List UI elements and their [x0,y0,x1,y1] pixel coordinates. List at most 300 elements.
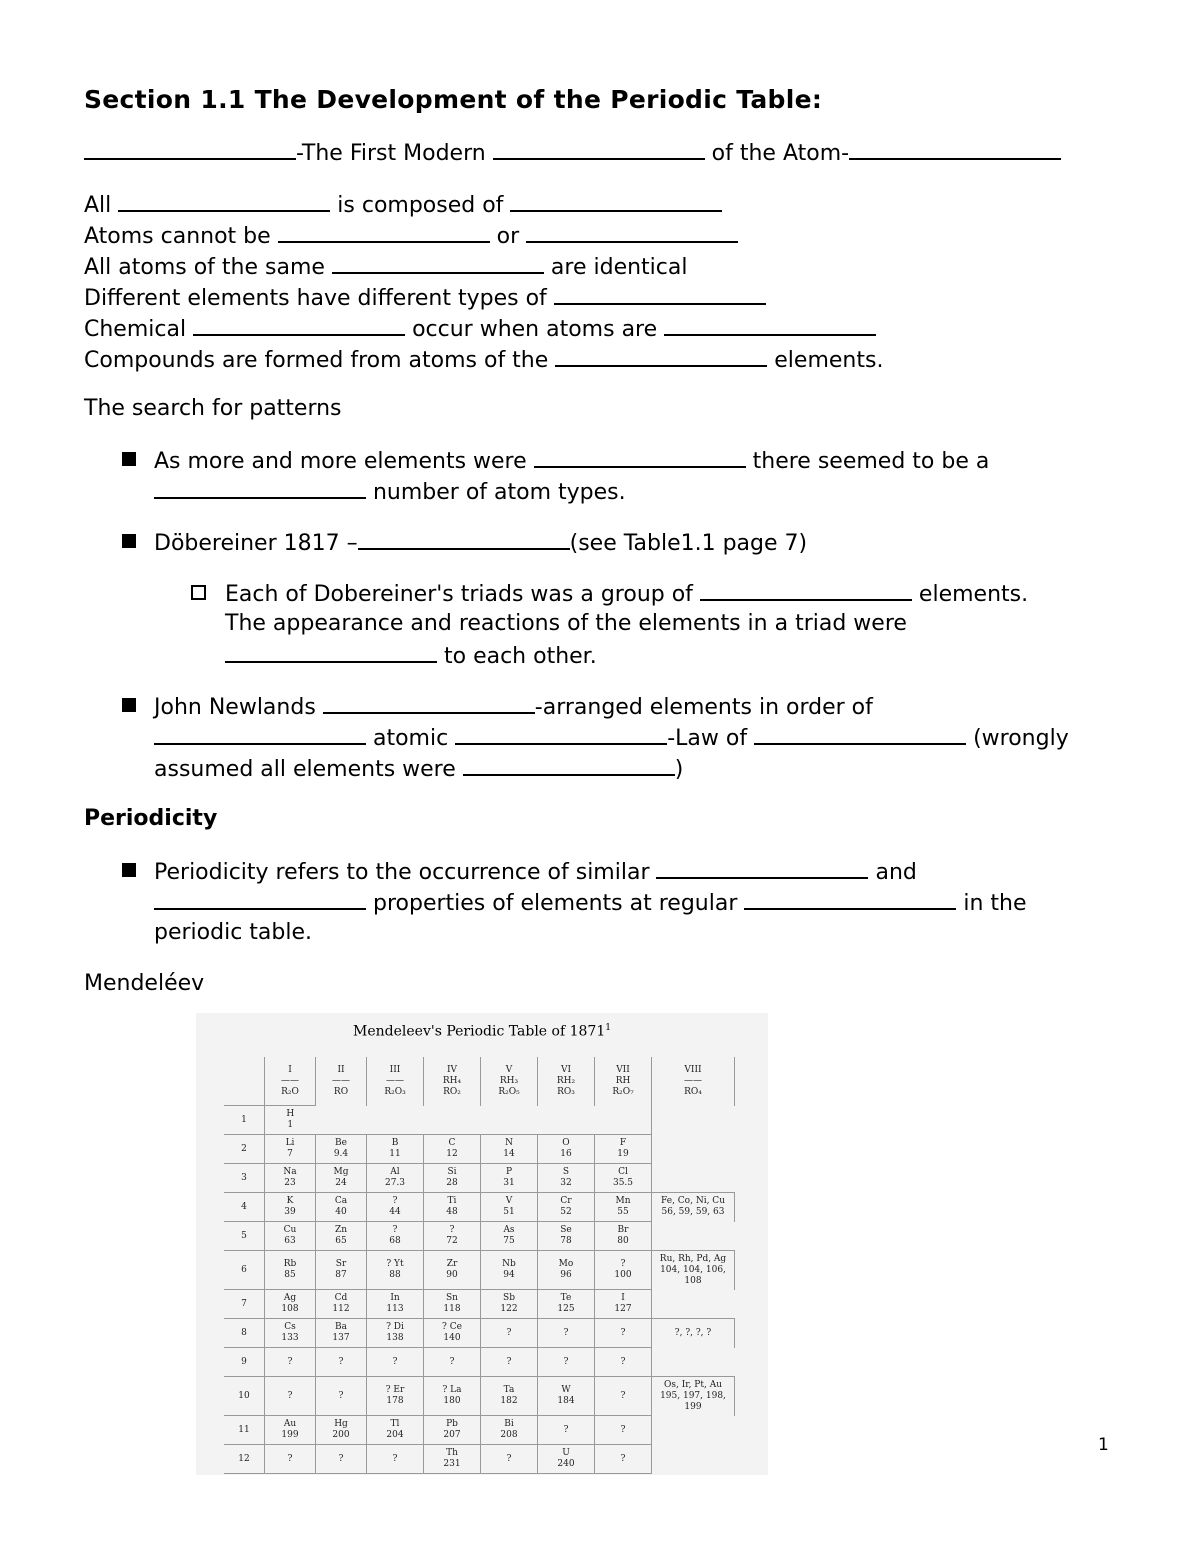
element-cell [316,1222,367,1251]
header-corner [224,1057,265,1106]
element-text: Be [335,1138,347,1148]
element-text: 231 [443,1459,461,1469]
period-number: 5 [224,1222,265,1251]
group-header-line: RO₄ [684,1086,702,1097]
text: assumed all elements were [154,757,463,782]
element-text: 40 [335,1207,347,1217]
element-text: 118 [443,1304,461,1314]
blank[interactable] [154,721,366,745]
element-text: 112 [332,1304,350,1314]
blank-2[interactable] [493,136,705,160]
text: occur when atoms are [405,317,665,342]
element-text: 27.3 [384,1178,406,1188]
mendeleev-heading: Mendeléev [84,971,205,996]
group-header-line: RO₃ [557,1086,575,1097]
element-text: 63 [284,1236,296,1246]
text: properties of elements at regular [366,891,745,916]
period-number: 9 [224,1348,265,1377]
element-text: N [505,1138,513,1148]
group-viii-cell [652,1164,735,1193]
element-cell [316,1251,367,1290]
element-text: 100 [614,1270,632,1280]
modern-theory-line [84,136,1104,167]
text: Compounds are formed from atoms of the [84,348,556,373]
text: The appearance and reactions of the elements in a triad were [225,611,907,636]
group-viii-cell [652,1445,735,1474]
element-cell [424,1222,481,1251]
table-row [224,1222,735,1251]
element-text: 19 [617,1149,629,1159]
blank[interactable] [555,343,767,367]
element-text: 39 [284,1207,296,1217]
element-cell [265,1319,316,1348]
element-text: 55 [617,1207,629,1217]
element-text: Au [283,1419,297,1429]
element-text: C [448,1138,456,1148]
element-cell [367,1135,424,1164]
element-cell [367,1193,424,1222]
period-number: 11 [224,1416,265,1445]
theory-line-1 [84,188,1104,219]
element-text: 204 [386,1430,404,1440]
element-cell [316,1416,367,1445]
blank[interactable] [656,855,868,879]
period-number: 4 [224,1193,265,1222]
blank[interactable] [154,886,366,910]
blank[interactable] [526,219,738,243]
element-text: O [562,1138,570,1148]
element-text: 23 [284,1178,296,1188]
table-row [224,1106,735,1135]
group-header [367,1057,424,1106]
text: Different elements have different types of [84,286,554,311]
element-cell [367,1164,424,1193]
blank-3[interactable] [849,136,1061,160]
group-header-line: IV [446,1064,458,1075]
group-viii-cell [652,1251,735,1290]
element-cell [265,1348,316,1377]
bullet-square-icon [122,698,136,712]
element-text: 180 [443,1396,461,1406]
element-text: Ca [334,1196,348,1206]
element-text: Rb [283,1259,297,1269]
blank[interactable] [700,577,912,601]
element-text: ? [506,1327,512,1338]
element-cell [424,1290,481,1319]
element-cell [481,1445,538,1474]
text: Periodicity refers to the occurrence of similar [154,860,657,885]
group-header-line: V [505,1064,513,1075]
element-text: Ag [283,1293,297,1303]
element-cell [265,1193,316,1222]
group-header-line: II [337,1064,345,1075]
group-header [481,1057,538,1106]
group-header-line: VIII [684,1064,702,1075]
element-text: U [562,1448,570,1458]
text: of the Atom- [704,141,850,166]
element-text: H [286,1109,295,1119]
element-cell [265,1377,316,1416]
element-text: 78 [560,1236,572,1246]
element-text: Zn [334,1225,348,1235]
element-text: 125 [557,1304,575,1314]
group-header-line: R₂O₃ [384,1086,406,1097]
group-header-line: RH₂ [556,1075,576,1086]
element-cell [538,1416,595,1445]
group-header-line: RO [333,1086,349,1097]
element-text: Na [283,1167,297,1177]
period-number: 3 [224,1164,265,1193]
element-text: 11 [389,1149,401,1159]
blank[interactable] [510,188,722,212]
element-cell [481,1377,538,1416]
element-text: ? [287,1390,293,1401]
group-header-line: —— [332,1075,350,1086]
element-text: Ta [503,1385,515,1395]
blank[interactable] [193,312,405,336]
text: (see Table1.1 page 7) [569,531,808,556]
element-text: 51 [503,1207,515,1217]
element-text: 12 [446,1149,458,1159]
group-header-line: R₂O₅ [498,1086,520,1097]
group-viii-cell [652,1416,735,1445]
bullet-periodicity [84,855,1104,948]
text: All atoms of the same [84,255,332,280]
sub-bullet-triads [84,577,1104,670]
element-cell [316,1377,367,1416]
blank[interactable] [463,752,675,776]
element-cell [538,1251,595,1290]
element-cell [481,1251,538,1290]
element-text: 1 [287,1120,294,1130]
text: there seemed to be a [745,449,990,474]
blank[interactable] [754,721,966,745]
element-text: ? [620,1424,626,1435]
element-text: Cd [334,1293,348,1303]
element-cell [595,1164,652,1193]
element-text: Bi [504,1419,514,1429]
element-text: 94 [503,1270,515,1280]
group-header-line: RO₂ [443,1086,461,1097]
blank[interactable] [534,444,746,468]
element-cell [538,1222,595,1251]
element-text: Th [446,1448,458,1458]
group-viii-cell [652,1106,735,1135]
text: to each other. [437,644,597,669]
element-cell [367,1416,424,1445]
element-text: K [286,1196,294,1206]
bullet-newlands [84,690,1104,783]
element-text: Hg [334,1419,348,1429]
element-text: 240 [557,1459,575,1469]
element-text: Li [285,1138,295,1148]
text: number of atom types. [366,480,626,505]
text: and [868,860,917,885]
element-text: ? [620,1390,626,1401]
text: John Newlands [154,695,323,720]
element-text: ?, ?, ?, ? [674,1327,712,1338]
element-cell [265,1135,316,1164]
element-cell [424,1416,481,1445]
text: -Law of [667,726,755,751]
element-text: ? [620,1356,626,1367]
element-cell [595,1135,652,1164]
element-cell [538,1319,595,1348]
element-cell [316,1164,367,1193]
group-viii-cell [652,1222,735,1251]
period-number: 6 [224,1251,265,1290]
element-text: W [561,1385,571,1395]
element-text: ? [449,1225,455,1235]
text: -The First Modern [296,141,493,166]
element-text: 104, 104, 106, [660,1264,726,1275]
text: Each of Dobereiner's triads was a group of [225,582,700,607]
element-cell [367,1106,424,1135]
element-text: 108 [281,1304,299,1314]
period-number: 10 [224,1377,265,1416]
element-text: ? [287,1453,293,1464]
element-text: 52 [560,1207,572,1217]
element-cell [481,1106,538,1135]
element-cell [538,1348,595,1377]
bullet-elements-discovered [84,444,1104,506]
blank[interactable] [278,219,490,243]
element-text: Zr [446,1259,458,1269]
element-text: 195, 197, 198, [660,1390,726,1401]
element-text: ? [392,1196,398,1206]
element-cell [367,1445,424,1474]
element-cell [265,1290,316,1319]
group-viii-cell [652,1348,735,1377]
text: periodic table. [154,920,312,945]
bullet-square-icon [122,452,136,466]
blank[interactable] [358,526,570,550]
element-text: Cu [283,1225,297,1235]
group-header-line: RH [615,1075,631,1086]
element-cell [424,1445,481,1474]
element-cell [595,1319,652,1348]
group-header [652,1057,735,1106]
element-cell [316,1193,367,1222]
element-text: 200 [332,1430,350,1440]
element-text: 199 [281,1430,299,1440]
group-header [538,1057,595,1106]
element-cell [481,1222,538,1251]
period-number: 7 [224,1290,265,1319]
element-text: ? [392,1453,398,1464]
element-cell [538,1193,595,1222]
periodicity-heading: Periodicity [84,806,218,831]
theory-line-5 [84,312,1104,343]
element-text: Os, Ir, Pt, Au [664,1379,722,1390]
element-text: ? [506,1453,512,1464]
checkbox-icon [191,585,206,600]
element-text: ? [563,1327,569,1338]
element-cell [538,1106,595,1135]
element-text: 133 [281,1333,299,1343]
element-text: Ti [447,1196,457,1206]
element-cell [424,1251,481,1290]
element-text: 208 [500,1430,518,1440]
element-text: ? [563,1356,569,1367]
blank[interactable] [323,690,535,714]
theory-line-4 [84,281,1104,312]
element-text: P [505,1167,513,1177]
table-row [224,1377,735,1416]
element-text: Pb [446,1419,458,1429]
group-header-line: VII [616,1064,630,1075]
element-cell [367,1348,424,1377]
element-cell [538,1135,595,1164]
element-text: 56, 59, 59, 63 [661,1207,725,1218]
text: (wrongly [966,726,1069,751]
element-text: B [391,1138,399,1148]
group-header-line: —— [684,1075,702,1086]
element-text: Sb [503,1293,515,1303]
footnote: 1 [605,1023,611,1033]
element-text: 48 [446,1207,458,1217]
element-cell [538,1445,595,1474]
mendeleev-table-image [196,1013,768,1475]
blank[interactable] [554,281,766,305]
element-text: Te [560,1293,572,1303]
text: elements. [767,348,884,373]
element-cell [367,1251,424,1290]
element-text: 68 [389,1236,401,1246]
element-cell [316,1319,367,1348]
element-text: 140 [443,1333,461,1343]
element-cell [481,1416,538,1445]
group-viii-cell [652,1319,735,1348]
blank[interactable] [225,639,437,663]
element-text: 31 [503,1178,515,1188]
element-text: 28 [446,1178,458,1188]
element-text: 113 [386,1304,404,1314]
element-text: 7 [287,1149,293,1159]
element-cell [595,1348,652,1377]
blank[interactable] [332,250,544,274]
element-cell [316,1445,367,1474]
blank[interactable] [664,312,876,336]
group-header-line: RH₄ [442,1075,462,1086]
element-cell [265,1222,316,1251]
mendeleev-table [224,1057,735,1474]
text: Mendeleev's Periodic Table of 1871 [353,1023,606,1040]
element-cell [481,1348,538,1377]
table-row [224,1164,735,1193]
element-text: ? [506,1356,512,1367]
element-text: Cr [560,1196,572,1206]
text: ) [674,757,684,782]
element-cell [424,1319,481,1348]
element-text: S [562,1167,570,1177]
element-cell [424,1106,481,1135]
element-cell [595,1106,652,1135]
element-text: 85 [284,1270,296,1280]
element-text: 96 [560,1270,572,1280]
element-text: Cl [618,1167,628,1177]
element-text: Ba [335,1322,347,1332]
element-text: Fe, Co, Ni, Cu [661,1196,725,1207]
element-cell [595,1251,652,1290]
group-viii-cell [652,1377,735,1416]
element-text: 182 [500,1396,518,1406]
worksheet-page [84,82,1104,999]
element-cell [595,1377,652,1416]
blank-1[interactable] [84,136,296,160]
element-text: 72 [446,1236,458,1246]
bullet-square-icon [122,863,136,877]
period-number: 8 [224,1319,265,1348]
blank[interactable] [118,188,330,212]
text: Chemical [84,317,194,342]
element-text: 80 [617,1236,629,1246]
bullet-square-icon [122,534,136,548]
element-text: Ru, Rh, Pd, Ag [659,1253,727,1264]
bullet-dobereiner [84,526,1104,557]
element-text: ? [620,1327,626,1338]
element-text: ? Ce [442,1322,462,1332]
element-text: Tl [390,1419,400,1429]
element-text: ? [338,1356,344,1367]
element-text: 9.4 [333,1149,349,1159]
blank[interactable] [744,886,956,910]
group-viii-cell [652,1290,735,1319]
element-text: 199 [684,1401,702,1412]
table-row [224,1251,735,1290]
element-text: Mn [615,1196,631,1206]
group-header [316,1057,367,1106]
element-cell [367,1319,424,1348]
theory-line-2 [84,219,1104,250]
element-text: I [621,1293,625,1303]
page-number: 1 [1098,1435,1109,1455]
element-text: ? Yt [386,1259,404,1269]
group-viii-cell [652,1193,735,1222]
element-cell [595,1445,652,1474]
element-cell [265,1164,316,1193]
element-text: As [503,1225,515,1235]
element-text: 32 [560,1178,572,1188]
text: or [489,224,527,249]
group-viii-cell [652,1135,735,1164]
text: All [84,193,119,218]
element-cell [424,1348,481,1377]
search-heading: The search for patterns [84,396,342,421]
period-number: 2 [224,1135,265,1164]
element-cell [481,1290,538,1319]
element-text: Sr [335,1259,347,1269]
element-text: 44 [389,1207,401,1217]
blank[interactable] [455,721,667,745]
blank[interactable] [154,475,366,499]
element-cell [265,1445,316,1474]
element-cell [595,1222,652,1251]
element-text: 24 [335,1178,347,1188]
group-header-line: VI [560,1064,572,1075]
element-cell [538,1290,595,1319]
element-cell [316,1135,367,1164]
group-header-line: R₂O [281,1086,299,1097]
element-text: 87 [335,1270,347,1280]
element-text: ? Er [385,1385,405,1395]
element-cell [424,1377,481,1416]
element-cell [595,1193,652,1222]
element-cell [316,1290,367,1319]
element-text: Al [390,1167,400,1177]
table-row [224,1290,735,1319]
element-text: 137 [332,1333,350,1343]
